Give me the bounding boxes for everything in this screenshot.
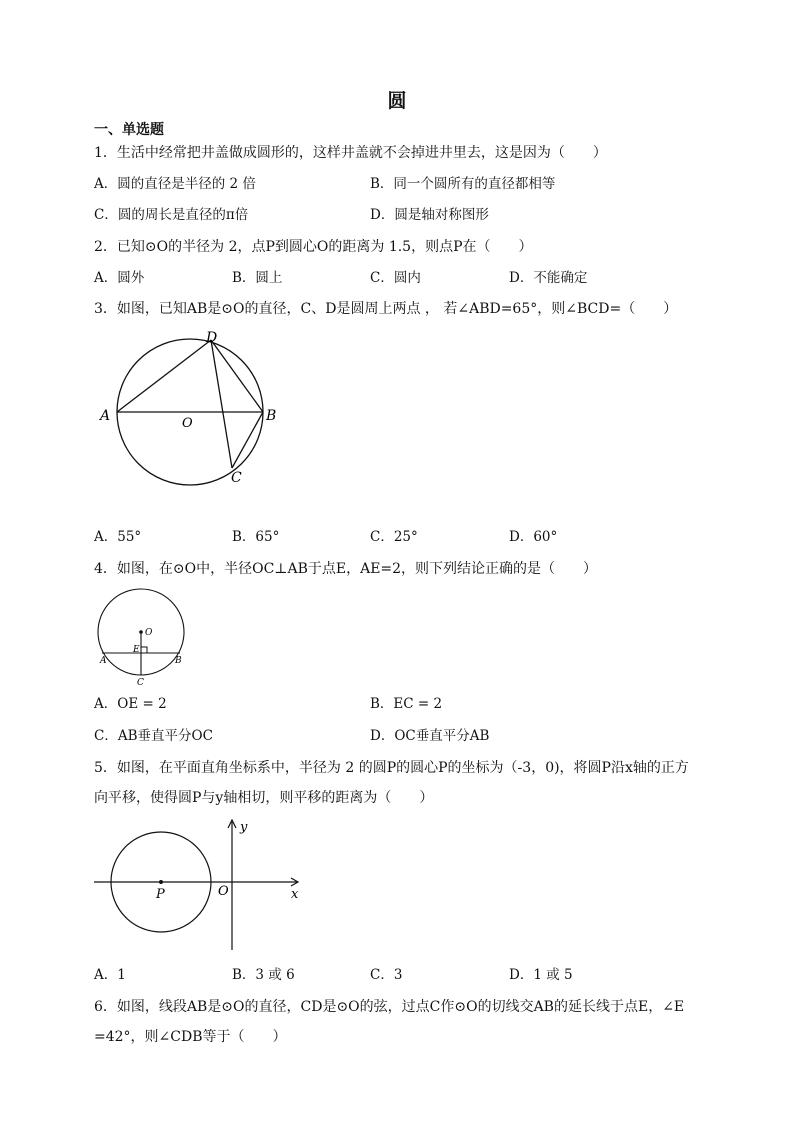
- q4-option-d: D．OC垂直平分AB: [370, 728, 490, 744]
- question-3-text: 3．如图，已知AB是⊙O的直径，C、D是圆周上两点 ， 若∠ABD=65°，则∠BCD=（ ）: [94, 301, 678, 317]
- q4-label-b: B: [175, 656, 182, 666]
- question-4-text: 4．如图，在⊙O中，半径OC⊥AB于点E，AE=2，则下列结论正确的是（ ）: [94, 561, 598, 577]
- q5-label-x: x: [291, 887, 299, 902]
- q5-label-p: P: [156, 887, 165, 902]
- q5-label-y: y: [240, 820, 248, 835]
- page-title: 圆: [387, 90, 407, 112]
- q4-option-c: C．AB垂直平分OC: [94, 728, 213, 744]
- question-1-text: 1．生活中经常把井盖做成圆形的，这样井盖就不会掉进井里去，这是因为（ ）: [94, 145, 607, 161]
- q4-option-a: A．OE = 2: [94, 696, 167, 712]
- q1-option-a: A．圆的直径是半径的 2 倍: [94, 176, 256, 192]
- question-6-line-1: 6．如图，线段AB是⊙O的直径，CD是⊙O的弦，过点C作⊙O的切线交AB的延长线于点E，∠E: [94, 999, 685, 1015]
- q5-option-b: B．3 或 6: [232, 967, 295, 983]
- q3-label-d: D: [206, 330, 218, 346]
- q5-option-a: A．1: [94, 967, 126, 983]
- q5-option-d: D．1 或 5: [509, 967, 573, 983]
- q5-center-dot: [159, 880, 163, 884]
- q3-chord-db: [211, 340, 263, 412]
- q1-option-c: C．圆的周长是直径的π倍: [94, 207, 249, 223]
- q4-option-b: B．EC = 2: [370, 696, 443, 712]
- q4-right-angle-mark: [141, 647, 147, 653]
- question-6-line-2: =42°，则∠CDB等于（ ）: [94, 1029, 287, 1045]
- q5-option-c: C．3: [370, 967, 403, 983]
- q3-option-a: A．55°: [94, 529, 142, 545]
- question-2-text: 2．已知⊙O的半径为 2，点P到圆心O的距离为 1.5，则点P在（ ）: [94, 239, 533, 255]
- q4-circle-figure: [94, 586, 194, 688]
- q5-label-o: O: [218, 884, 229, 899]
- q1-option-b: B．同一个圆所有的直径都相等: [370, 176, 556, 192]
- question-5-line-2: 向平移，使得圆P与y轴相切，则平移的距离为（ ）: [94, 790, 434, 806]
- q3-label-a: A: [100, 408, 111, 424]
- q3-chord-dc: [211, 340, 232, 468]
- q4-label-a: A: [100, 656, 107, 666]
- q3-option-b: B．65°: [232, 529, 280, 545]
- q3-option-d: D．60°: [509, 529, 558, 545]
- q2-option-d: D．不能确定: [509, 270, 588, 286]
- q3-option-c: C．25°: [370, 529, 418, 545]
- q3-label-o: O: [182, 416, 193, 431]
- q3-label-b: B: [266, 408, 277, 424]
- q2-option-b: B．圆上: [232, 270, 283, 286]
- q3-circle-figure: [94, 324, 294, 494]
- q3-chord-ad: [117, 340, 211, 412]
- section-heading: 一、单选题: [94, 122, 164, 138]
- q1-option-d: D．圆是轴对称图形: [370, 207, 489, 223]
- q2-option-a: A．圆外: [94, 270, 145, 286]
- q4-label-c: C: [137, 678, 144, 688]
- q2-option-c: C．圆内: [370, 270, 421, 286]
- question-5-line-1: 5．如图，在平面直角坐标系中，半径为 2 的圆P的圆心P的坐标为（-3，0)，将圆P沿x轴的正方: [94, 760, 689, 776]
- q5-coordinate-figure: [94, 816, 309, 956]
- q4-label-o: O: [145, 628, 153, 638]
- q4-label-e: E: [133, 645, 140, 655]
- q3-label-c: C: [231, 470, 242, 486]
- q3-chord-bc: [232, 412, 263, 468]
- q4-center-dot: [139, 630, 143, 634]
